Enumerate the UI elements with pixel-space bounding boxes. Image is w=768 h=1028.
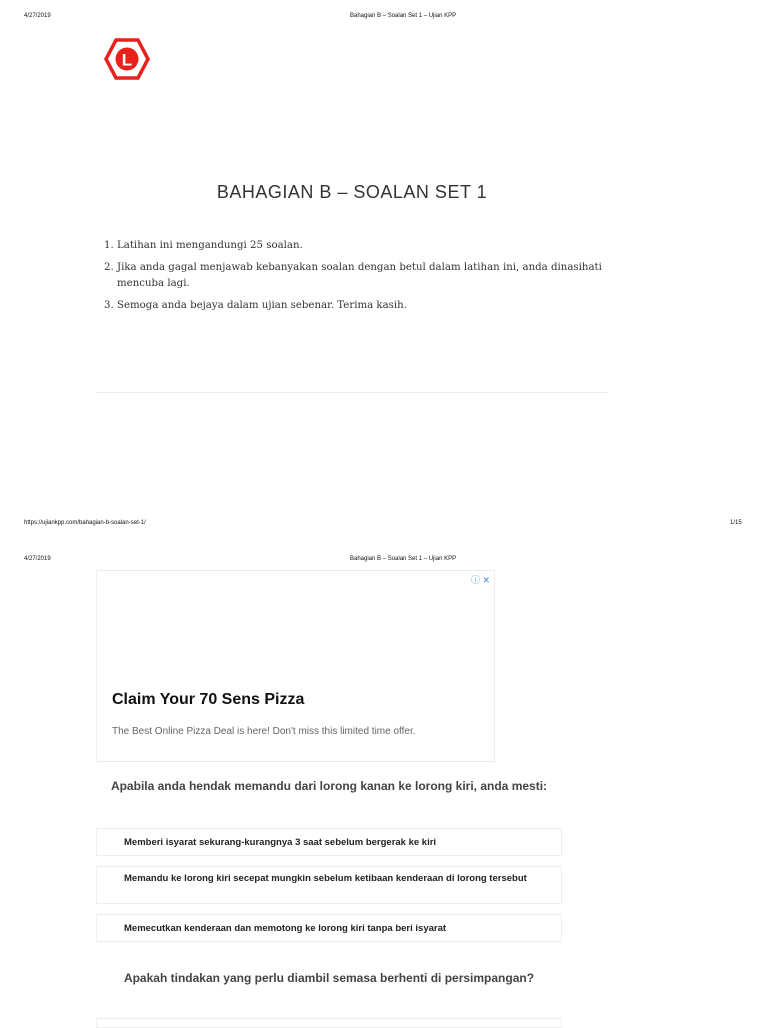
footer-url: https://ujiankpp.com/bahagian-b-soalan-set-1/ bbox=[24, 520, 146, 526]
header-title: Bahagian B – Soalan Set 1 – Ujian KPP bbox=[350, 13, 457, 19]
header-title: Bahagian B – Soalan Set 1 – Ujian KPP bbox=[350, 556, 457, 562]
intro-item: 2. Jika anda gagal menjawab kebanyakan soalan dengan betul dalam latihan ini, anda dinasihati mencuba lagi. bbox=[117, 260, 617, 292]
header-date: 4/27/2019 bbox=[24, 556, 51, 562]
intro-list bbox=[96, 238, 617, 320]
answer-option[interactable]: Memecutkan kenderaan dan memotong ke lorong kiri tanpa beri isyarat bbox=[96, 914, 562, 942]
advertisement[interactable] bbox=[96, 570, 495, 762]
intro-item: 3. Semoga anda bejaya dalam ujian sebenar. Terima kasih. bbox=[117, 298, 617, 314]
ad-choices-close-icon[interactable]: ⓘ ✕ bbox=[470, 575, 490, 585]
answer-option[interactable]: Memandu ke lorong kiri secepat mungkin sebelum ketibaan kenderaan di lorong tersebut bbox=[96, 866, 562, 904]
header-date: 4/27/2019 bbox=[24, 13, 51, 19]
page-title: BAHAGIAN B – SOALAN SET 1 bbox=[216, 182, 488, 202]
ad-description: The Best Online Pizza Deal is here! Don't miss this limited time offer. bbox=[112, 726, 416, 737]
site-logo-icon[interactable] bbox=[104, 38, 150, 80]
answer-option[interactable] bbox=[96, 1018, 562, 1028]
section-divider bbox=[96, 392, 608, 393]
ad-title[interactable]: Claim Your 70 Sens Pizza bbox=[112, 691, 305, 708]
answer-option[interactable]: Memberi isyarat sekurang-kurangnya 3 saat sebelum bergerak ke kiri bbox=[96, 828, 562, 856]
question-text: Apakah tindakan yang perlu diambil semasa berhenti di persimpangan? bbox=[123, 971, 535, 985]
footer-page-number: 1/15 bbox=[730, 520, 742, 526]
question-text: Apabila anda hendak memandu dari lorong kanan ke lorong kiri, anda mesti: bbox=[110, 779, 548, 793]
logo-letter: L bbox=[121, 50, 133, 70]
intro-item: 1. Latihan ini mengandungi 25 soalan. bbox=[117, 238, 617, 254]
